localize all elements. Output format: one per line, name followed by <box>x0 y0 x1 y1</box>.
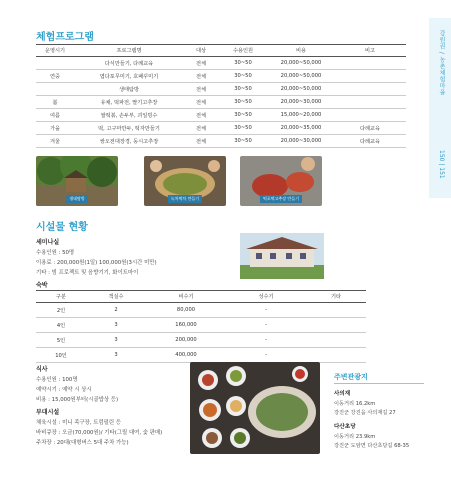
nearby-title: 주변관광지 <box>334 373 368 381</box>
dining-line: 수용인원 : 100명 <box>36 377 78 383</box>
program-name-cell: 쌀떡볶, 손두부, 괴일빙수 <box>74 109 184 122</box>
table-row <box>36 96 406 109</box>
extra-line: 주차장 : 20대(대형버스 5대 주차 가능) <box>36 440 129 446</box>
program-name-cell: 떡, 고구마만두, 떡자만들기 <box>74 122 184 135</box>
offpeak-cell: 160,000 <box>146 318 226 333</box>
page-number: 150 | 151 <box>438 150 445 179</box>
table-row <box>36 70 406 83</box>
col-etc: 기타 <box>306 291 366 303</box>
note-cell: 다례교육 <box>334 135 406 148</box>
cost-cell: 20,000~50,000 <box>268 57 334 70</box>
target-cell: 전체 <box>184 57 218 70</box>
note-cell <box>334 96 406 109</box>
rooms-cell: 3 <box>86 333 146 348</box>
lodging-heading: 숙박 <box>36 282 48 289</box>
peak-cell: - <box>226 333 306 348</box>
photo-caption: 생태탐방 <box>66 195 87 203</box>
table-row <box>36 303 366 318</box>
table-row <box>36 83 406 96</box>
col-name: 프로그램명 <box>74 45 184 57</box>
type-cell: 10인 <box>36 348 86 363</box>
col-type: 구분 <box>36 291 86 303</box>
facilities-title: 시설물 현황 <box>36 222 88 233</box>
rooms-cell: 3 <box>86 318 146 333</box>
etc-cell <box>306 318 366 333</box>
capacity-cell: 30~50 <box>218 70 268 83</box>
season-cell <box>36 57 74 70</box>
etc-cell <box>306 303 366 318</box>
season-cell: 가을 <box>36 122 74 135</box>
col-target: 대상 <box>184 45 218 57</box>
season-cell: 봄 <box>36 96 74 109</box>
table-row <box>36 109 406 122</box>
table-row <box>36 57 406 70</box>
target-cell: 전체 <box>184 83 218 96</box>
capacity-cell: 30~50 <box>218 83 268 96</box>
type-cell: 2인 <box>36 303 86 318</box>
program-name-cell: 유채, 떡파전, 딸기고추장 <box>74 96 184 109</box>
peak-cell: - <box>226 318 306 333</box>
photo-caption: 떡포떡고추장 만들기 <box>260 195 302 203</box>
nearby-name: 다산초당 <box>334 424 356 430</box>
cost-cell: 20,000~50,000 <box>268 70 334 83</box>
seminar-heading: 세미나실 <box>36 239 60 246</box>
dining-line: 예약시기 : 예약 시 상시 <box>36 387 92 393</box>
cost-cell: 20,000~35,000 <box>268 122 334 135</box>
table-row <box>36 135 406 148</box>
seminar-line: 기타 : 빔 프로젝트 및 음향기기, 화이트마이 <box>36 270 139 276</box>
extra-heading: 부대시설 <box>36 409 60 416</box>
rooms-cell: 2 <box>86 303 146 318</box>
seminar-line: 이용료 : 200,000원(1일) 100,000원(3시간 미만) <box>36 260 157 266</box>
photo-caption: 녹차떡차 만들기 <box>168 195 202 203</box>
col-offpeak: 비수기 <box>146 291 226 303</box>
seminar-line: 수용인원 : 50명 <box>36 250 75 256</box>
building-photo-image <box>240 233 324 279</box>
nearby-address: 강진군 도암면 다산초당길 68-35 <box>334 443 410 449</box>
col-season: 운영시기 <box>36 45 74 57</box>
note-cell: 다례교육 <box>334 122 406 135</box>
offpeak-cell: 200,000 <box>146 333 226 348</box>
type-cell: 4인 <box>36 318 86 333</box>
capacity-cell: 30~50 <box>218 135 268 148</box>
cost-cell: 20,000~50,000 <box>268 83 334 96</box>
program-name-cell: 쌍오전대장경, 동시고추장 <box>74 135 184 148</box>
cost-cell: 20,000~30,000 <box>268 135 334 148</box>
extra-line: 바비큐장 : 오금(70,000원)/ 기타(그릴 대여, 숯 판매) <box>36 430 163 436</box>
dining-heading: 식사 <box>36 366 48 373</box>
col-rooms: 객실수 <box>86 291 146 303</box>
dining-line: 비용 : 15,000원부터(시골밥상 등) <box>36 397 119 403</box>
capacity-cell: 30~50 <box>218 109 268 122</box>
table-row <box>36 122 406 135</box>
offpeak-cell: 400,000 <box>146 348 226 363</box>
photo-ecotour <box>36 156 118 206</box>
program-name-cell: 다식만들기, 다례교육 <box>74 57 184 70</box>
side-section-label: 강원권 / 농촌체험마을 <box>438 30 445 96</box>
capacity-cell: 30~50 <box>218 57 268 70</box>
note-cell <box>334 57 406 70</box>
nearby-distance: 이동거리 23.9km <box>334 434 376 440</box>
program-name-cell: 생태탐방 <box>74 83 184 96</box>
note-cell <box>334 70 406 83</box>
col-note: 비고 <box>334 45 406 57</box>
target-cell: 전체 <box>184 122 218 135</box>
capacity-cell: 30~50 <box>218 96 268 109</box>
capacity-cell: 30~50 <box>218 122 268 135</box>
lodging-table <box>36 290 366 363</box>
building-photo <box>240 233 324 279</box>
photo-tea <box>144 156 226 206</box>
table-row <box>36 348 366 363</box>
etc-cell <box>306 348 366 363</box>
note-cell <box>334 83 406 96</box>
program-name-cell: 엽다포무미기, 호패꾸미기 <box>74 70 184 83</box>
target-cell: 전체 <box>184 109 218 122</box>
cost-cell: 20,000~30,000 <box>268 96 334 109</box>
programs-table <box>36 44 406 148</box>
extra-line: 체육시설 : 미니 족구장, 트럼펄린 등 <box>36 420 122 426</box>
nearby-distance: 이동거리 16.2km <box>334 401 376 407</box>
target-cell: 전체 <box>184 70 218 83</box>
season-cell <box>36 83 74 96</box>
season-cell: 여름 <box>36 109 74 122</box>
season-cell: 연중 <box>36 70 74 83</box>
peak-cell: - <box>226 348 306 363</box>
season-cell: 겨울 <box>36 135 74 148</box>
programs-header-row <box>36 45 406 57</box>
table-row <box>36 333 366 348</box>
nearby-divider <box>334 383 424 384</box>
etc-cell <box>306 333 366 348</box>
target-cell: 전체 <box>184 96 218 109</box>
nearby-address: 강진군 강진읍 사의재길 27 <box>334 410 396 416</box>
photo-gochujang <box>240 156 322 206</box>
type-cell: 5인 <box>36 333 86 348</box>
target-cell: 전체 <box>184 135 218 148</box>
lodging-header-row <box>36 291 366 303</box>
offpeak-cell: 80,000 <box>146 303 226 318</box>
rooms-cell: 3 <box>86 348 146 363</box>
note-cell <box>334 109 406 122</box>
col-cost: 비용 <box>268 45 334 57</box>
nearby-name: 사의재 <box>334 391 351 397</box>
col-capacity: 수용인원 <box>218 45 268 57</box>
table-row <box>36 318 366 333</box>
col-peak: 성수기 <box>226 291 306 303</box>
peak-cell: - <box>226 303 306 318</box>
programs-title: 체험프로그램 <box>36 32 94 43</box>
meal-photo <box>190 362 320 454</box>
meal-photo-image <box>190 362 320 454</box>
cost-cell: 15,000~20,000 <box>268 109 334 122</box>
